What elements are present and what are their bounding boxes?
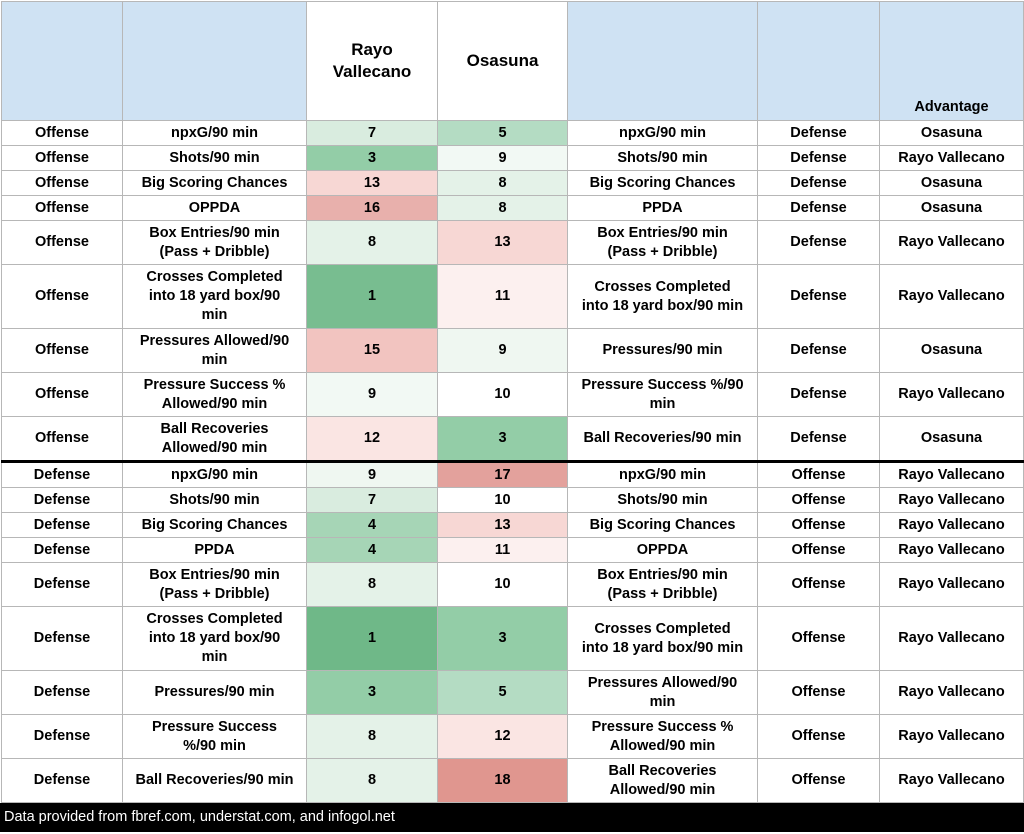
data-source-footer: Data provided from fbref.com, understat.com, and infogol.net [0, 803, 1024, 832]
opponent-side-cell: Defense [758, 171, 880, 196]
table-row [2, 671, 1024, 715]
header-row [2, 2, 1024, 121]
table-row [2, 265, 1024, 329]
opponent-side-cell: Offense [758, 607, 880, 671]
opponent-side-cell: Offense [758, 513, 880, 538]
opponent-side-cell: Defense [758, 265, 880, 329]
rayo-rank-cell: 15 [307, 329, 438, 373]
metric-cell: npxG/90 min [123, 121, 307, 146]
opponent-side-cell: Offense [758, 759, 880, 803]
opponent-metric-cell: PPDA [568, 196, 758, 221]
table-row [2, 417, 1024, 462]
advantage-cell: Rayo Vallecano [880, 462, 1024, 488]
rayo-rank-cell: 1 [307, 607, 438, 671]
advantage-cell: Rayo Vallecano [880, 146, 1024, 171]
opponent-metric-cell: Crosses Completed into 18 yard box/90 min [568, 265, 758, 329]
opponent-metric-cell: Big Scoring Chances [568, 171, 758, 196]
osasuna-rank-cell: 10 [438, 373, 568, 417]
metric-cell: Crosses Completed into 18 yard box/90 min [123, 607, 307, 671]
opponent-side-cell: Defense [758, 329, 880, 373]
side-cell: Defense [2, 538, 123, 563]
osasuna-rank-cell: 11 [438, 265, 568, 329]
table-row [2, 121, 1024, 146]
opponent-metric-cell: Ball Recoveries Allowed/90 min [568, 759, 758, 803]
opponent-side-cell: Offense [758, 671, 880, 715]
opponent-metric-cell: Box Entries/90 min (Pass + Dribble) [568, 563, 758, 607]
advantage-cell: Osasuna [880, 329, 1024, 373]
side-cell: Defense [2, 671, 123, 715]
metric-cell: OPPDA [123, 196, 307, 221]
osasuna-rank-cell: 13 [438, 221, 568, 265]
opponent-metric-cell: npxG/90 min [568, 462, 758, 488]
rayo-rank-cell: 3 [307, 671, 438, 715]
osasuna-rank-cell: 17 [438, 462, 568, 488]
table-row [2, 488, 1024, 513]
rayo-rank-cell: 12 [307, 417, 438, 462]
rayo-rank-cell: 4 [307, 513, 438, 538]
header-blank-cell [123, 2, 307, 121]
side-cell: Defense [2, 488, 123, 513]
opponent-metric-cell: Crosses Completed into 18 yard box/90 min [568, 607, 758, 671]
table-row [2, 221, 1024, 265]
advantage-cell: Rayo Vallecano [880, 373, 1024, 417]
table-row [2, 607, 1024, 671]
table-row [2, 538, 1024, 563]
team2-header: Osasuna [438, 2, 568, 121]
side-cell: Defense [2, 607, 123, 671]
table-row [2, 373, 1024, 417]
advantage-cell: Rayo Vallecano [880, 563, 1024, 607]
side-cell: Offense [2, 329, 123, 373]
rayo-rank-cell: 4 [307, 538, 438, 563]
metric-cell: Box Entries/90 min (Pass + Dribble) [123, 563, 307, 607]
opponent-metric-cell: Big Scoring Chances [568, 513, 758, 538]
table-row [2, 146, 1024, 171]
advantage-cell: Rayo Vallecano [880, 221, 1024, 265]
opponent-metric-cell: Box Entries/90 min (Pass + Dribble) [568, 221, 758, 265]
rayo-rank-cell: 7 [307, 488, 438, 513]
osasuna-rank-cell: 8 [438, 171, 568, 196]
advantage-cell: Rayo Vallecano [880, 538, 1024, 563]
metric-cell: Pressure Success % Allowed/90 min [123, 373, 307, 417]
side-cell: Offense [2, 146, 123, 171]
rayo-rank-cell: 13 [307, 171, 438, 196]
metric-cell: Crosses Completed into 18 yard box/90 min [123, 265, 307, 329]
osasuna-rank-cell: 5 [438, 121, 568, 146]
osasuna-rank-cell: 8 [438, 196, 568, 221]
osasuna-rank-cell: 11 [438, 538, 568, 563]
side-cell: Offense [2, 417, 123, 462]
metric-cell: Big Scoring Chances [123, 513, 307, 538]
opponent-side-cell: Offense [758, 715, 880, 759]
side-cell: Offense [2, 196, 123, 221]
opponent-metric-cell: Shots/90 min [568, 488, 758, 513]
advantage-header: Advantage [880, 2, 1024, 121]
side-cell: Defense [2, 462, 123, 488]
advantage-cell: Rayo Vallecano [880, 671, 1024, 715]
table-row [2, 759, 1024, 803]
opponent-side-cell: Defense [758, 417, 880, 462]
side-cell: Defense [2, 513, 123, 538]
advantage-cell: Osasuna [880, 417, 1024, 462]
osasuna-rank-cell: 13 [438, 513, 568, 538]
opponent-side-cell: Offense [758, 538, 880, 563]
opponent-side-cell: Offense [758, 462, 880, 488]
rayo-rank-cell: 9 [307, 373, 438, 417]
metric-cell: Ball Recoveries/90 min [123, 759, 307, 803]
advantage-cell: Osasuna [880, 121, 1024, 146]
osasuna-rank-cell: 18 [438, 759, 568, 803]
metric-cell: Box Entries/90 min (Pass + Dribble) [123, 221, 307, 265]
osasuna-rank-cell: 9 [438, 329, 568, 373]
table-row [2, 171, 1024, 196]
side-cell: Offense [2, 373, 123, 417]
advantage-cell: Osasuna [880, 196, 1024, 221]
side-cell: Offense [2, 171, 123, 196]
metric-cell: Shots/90 min [123, 488, 307, 513]
osasuna-rank-cell: 9 [438, 146, 568, 171]
table-row [2, 513, 1024, 538]
opponent-side-cell: Defense [758, 196, 880, 221]
opponent-side-cell: Offense [758, 488, 880, 513]
metric-cell: PPDA [123, 538, 307, 563]
osasuna-rank-cell: 12 [438, 715, 568, 759]
osasuna-rank-cell: 3 [438, 417, 568, 462]
rayo-rank-cell: 3 [307, 146, 438, 171]
opponent-side-cell: Defense [758, 121, 880, 146]
advantage-cell: Rayo Vallecano [880, 759, 1024, 803]
team1-header: Rayo Vallecano [307, 2, 438, 121]
rayo-rank-cell: 8 [307, 563, 438, 607]
header-blank-cell [568, 2, 758, 121]
opponent-metric-cell: Pressure Success % Allowed/90 min [568, 715, 758, 759]
metric-cell: Pressure Success %/90 min [123, 715, 307, 759]
rayo-rank-cell: 16 [307, 196, 438, 221]
advantage-cell: Osasuna [880, 171, 1024, 196]
rayo-rank-cell: 8 [307, 715, 438, 759]
opponent-side-cell: Offense [758, 563, 880, 607]
opponent-metric-cell: Pressure Success %/90 min [568, 373, 758, 417]
opponent-side-cell: Defense [758, 146, 880, 171]
table-row [2, 462, 1024, 488]
osasuna-rank-cell: 3 [438, 607, 568, 671]
opponent-side-cell: Defense [758, 373, 880, 417]
header-blank-cell [2, 2, 123, 121]
rayo-rank-cell: 8 [307, 221, 438, 265]
side-cell: Offense [2, 265, 123, 329]
rayo-rank-cell: 9 [307, 462, 438, 488]
rayo-rank-cell: 7 [307, 121, 438, 146]
osasuna-rank-cell: 5 [438, 671, 568, 715]
metric-cell: Big Scoring Chances [123, 171, 307, 196]
opponent-side-cell: Defense [758, 221, 880, 265]
side-cell: Offense [2, 121, 123, 146]
opponent-metric-cell: Pressures Allowed/90 min [568, 671, 758, 715]
advantage-cell: Rayo Vallecano [880, 607, 1024, 671]
osasuna-rank-cell: 10 [438, 563, 568, 607]
side-cell: Defense [2, 759, 123, 803]
header-blank-cell [758, 2, 880, 121]
rayo-rank-cell: 1 [307, 265, 438, 329]
table-row [2, 196, 1024, 221]
osasuna-rank-cell: 10 [438, 488, 568, 513]
opponent-metric-cell: Shots/90 min [568, 146, 758, 171]
advantage-cell: Rayo Vallecano [880, 513, 1024, 538]
metric-cell: Ball Recoveries Allowed/90 min [123, 417, 307, 462]
table-row [2, 715, 1024, 759]
side-cell: Offense [2, 221, 123, 265]
side-cell: Defense [2, 563, 123, 607]
opponent-metric-cell: OPPDA [568, 538, 758, 563]
metric-cell: Shots/90 min [123, 146, 307, 171]
table-row [2, 563, 1024, 607]
advantage-cell: Rayo Vallecano [880, 715, 1024, 759]
comparison-table [1, 1, 1024, 803]
metric-cell: Pressures/90 min [123, 671, 307, 715]
opponent-metric-cell: Pressures/90 min [568, 329, 758, 373]
metric-cell: npxG/90 min [123, 462, 307, 488]
advantage-cell: Rayo Vallecano [880, 488, 1024, 513]
advantage-cell: Rayo Vallecano [880, 265, 1024, 329]
opponent-metric-cell: Ball Recoveries/90 min [568, 417, 758, 462]
table-row [2, 329, 1024, 373]
side-cell: Defense [2, 715, 123, 759]
rayo-rank-cell: 8 [307, 759, 438, 803]
metric-cell: Pressures Allowed/90 min [123, 329, 307, 373]
opponent-metric-cell: npxG/90 min [568, 121, 758, 146]
